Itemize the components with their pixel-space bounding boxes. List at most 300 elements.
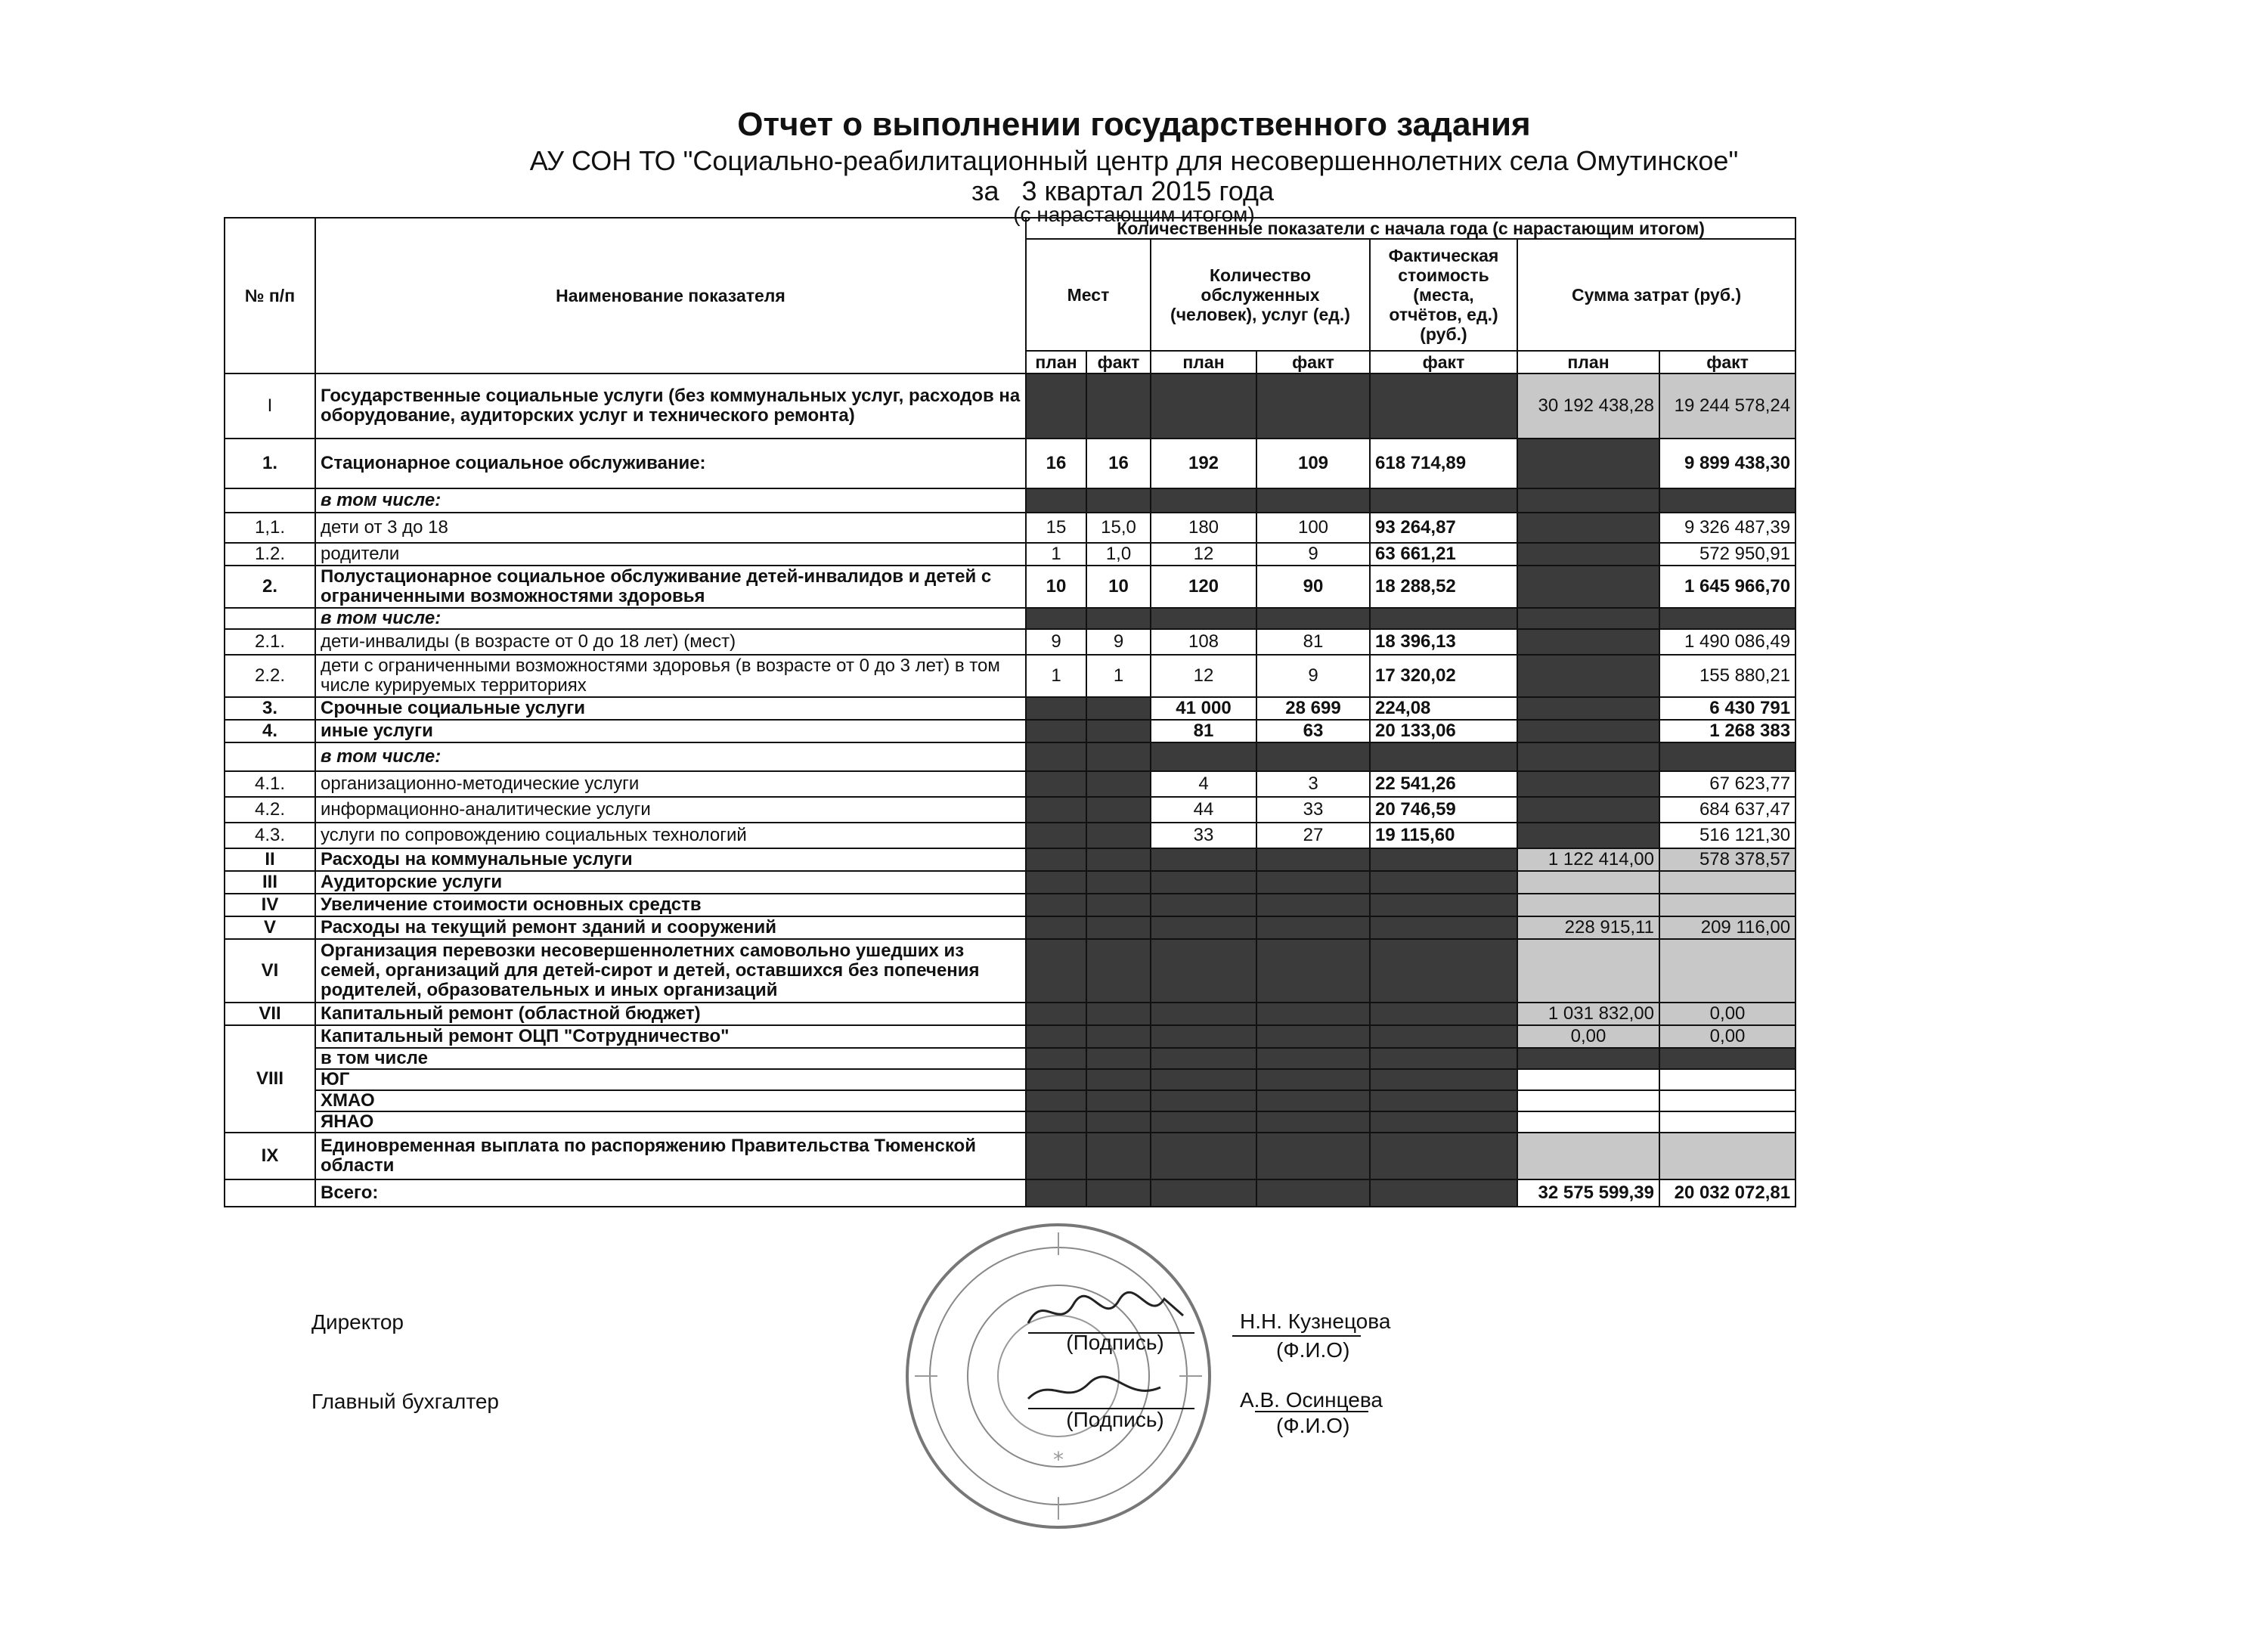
table-cell: 18 288,52	[1370, 566, 1517, 608]
table-cell: в том числе:	[315, 608, 1026, 629]
table-cell: 4	[1151, 771, 1256, 797]
table-cell	[1517, 823, 1659, 848]
col-cost-header: Фактическая стоимость (места, отчётов, ед.) (руб.)	[1370, 239, 1517, 351]
table-cell: ЯНАО	[315, 1111, 1026, 1133]
table-cell	[1086, 742, 1151, 771]
table-cell: дети с ограниченными возможностями здоровья (в возрасте от 0 до 3 лет) в том числе курируемых территориях	[315, 655, 1026, 697]
table-cell: 209 116,00	[1659, 916, 1796, 939]
table-cell	[1026, 916, 1086, 939]
table-cell: услуги по сопровождению социальных технологий	[315, 823, 1026, 848]
table-row	[225, 916, 1796, 939]
table-cell	[1086, 488, 1151, 513]
table-row	[225, 742, 1796, 771]
table-cell: 12	[1151, 655, 1256, 697]
table-cell: 63	[1256, 720, 1370, 742]
table-row	[225, 871, 1796, 894]
table-cell	[1256, 1111, 1370, 1133]
col-served-header: Количество обслуженных (человек), услуг (ед.)	[1151, 239, 1370, 351]
table-cell: Всего:	[315, 1179, 1026, 1207]
report-title: Отчет о выполнении государственного задания	[737, 106, 1531, 143]
table-cell	[1370, 742, 1517, 771]
table-cell: 618 714,89	[1370, 439, 1517, 488]
table-cell	[1659, 1069, 1796, 1090]
table-cell: Аудиторские услуги	[315, 871, 1026, 894]
table-cell	[225, 488, 315, 513]
col-group-header: Количественные показатели с начала года (с нарастающим итогом)	[1026, 218, 1796, 239]
table-cell	[1517, 655, 1659, 697]
table-cell	[1151, 1048, 1256, 1069]
served-fact-header: факт	[1256, 351, 1370, 373]
table-cell: 15,0	[1086, 513, 1151, 543]
table-cell	[1517, 1090, 1659, 1111]
table-cell	[1086, 1133, 1151, 1179]
table-cell: 93 264,87	[1370, 513, 1517, 543]
table-cell	[1517, 871, 1659, 894]
table-cell	[1659, 1048, 1796, 1069]
table-cell: 16	[1086, 439, 1151, 488]
table-cell	[1370, 608, 1517, 629]
table-cell	[1086, 823, 1151, 848]
table-cell	[225, 608, 315, 629]
table-cell	[1370, 916, 1517, 939]
table-cell	[1151, 1090, 1256, 1111]
table-cell: 109	[1256, 439, 1370, 488]
table-cell: 20 746,59	[1370, 797, 1517, 823]
table-cell: 0,00	[1517, 1025, 1659, 1048]
table-row	[225, 488, 1796, 513]
table-cell: информационно-аналитические услуги	[315, 797, 1026, 823]
accountant-sign-caption: (Подпись)	[1066, 1408, 1164, 1431]
table-cell	[1026, 848, 1086, 871]
director-name: Н.Н. Кузнецова	[1240, 1310, 1391, 1333]
table-cell	[1370, 1069, 1517, 1090]
table-cell: 33	[1256, 797, 1370, 823]
table-cell: Полустационарное социальное обслуживание детей-инвалидов и детей с ограниченными возможностями здоровья	[315, 566, 1026, 608]
table-row	[225, 1069, 1796, 1090]
table-cell: Организация перевозки несовершеннолетних самовольно ушедших из семей, организаций для детей-сирот и детей, оставшихся без попечения родителей, образовательных и иных организаций	[315, 939, 1026, 1003]
table-cell	[1151, 488, 1256, 513]
table-cell	[1517, 629, 1659, 655]
table-cell: Капитальный ремонт (областной бюджет)	[315, 1003, 1026, 1025]
table-cell	[1659, 871, 1796, 894]
table-cell	[1659, 1133, 1796, 1179]
table-cell	[1086, 720, 1151, 742]
table-cell	[1517, 513, 1659, 543]
table-cell: IV	[225, 894, 315, 916]
table-cell	[1026, 1048, 1086, 1069]
table-cell: Стационарное социальное обслуживание:	[315, 439, 1026, 488]
table-cell: 63 661,21	[1370, 543, 1517, 566]
table-cell: 0,00	[1659, 1025, 1796, 1048]
accountant-signature	[1021, 1368, 1172, 1414]
table-cell	[1026, 771, 1086, 797]
table-cell	[1026, 1069, 1086, 1090]
table-cell	[1026, 939, 1086, 1003]
table-cell: 4.1.	[225, 771, 315, 797]
table-cell	[1151, 1179, 1256, 1207]
sum-fact-header: факт	[1659, 351, 1796, 373]
table-cell: Государственные социальные услуги (без коммунальных услуг, расходов на оборудование, аудиторских услуг и технического ремонта)	[315, 373, 1026, 439]
table-cell	[1026, 1025, 1086, 1048]
period-value: 3 квартал 2015 года	[1021, 175, 1275, 206]
table-cell: дети-инвалиды (в возрасте от 0 до 18 лет) (мест)	[315, 629, 1026, 655]
table-cell	[1026, 373, 1086, 439]
table-cell: V	[225, 916, 315, 939]
table-cell: 90	[1256, 566, 1370, 608]
director-label: Директор	[311, 1310, 404, 1334]
table-cell: Срочные социальные услуги	[315, 697, 1026, 720]
table-cell	[1256, 848, 1370, 871]
table-cell	[1086, 916, 1151, 939]
table-cell	[1151, 1003, 1256, 1025]
table-cell	[1151, 373, 1256, 439]
table-cell	[1256, 894, 1370, 916]
table-cell	[1151, 848, 1256, 871]
table-cell: VII	[225, 1003, 315, 1025]
table-cell	[1026, 1090, 1086, 1111]
table-cell	[1517, 720, 1659, 742]
table-cell	[1151, 1133, 1256, 1179]
table-cell	[1370, 1133, 1517, 1179]
table-cell: 17 320,02	[1370, 655, 1517, 697]
table-cell	[1517, 1111, 1659, 1133]
table-cell	[1026, 1133, 1086, 1179]
table-cell	[1026, 1179, 1086, 1207]
table-cell	[1370, 1111, 1517, 1133]
table-cell: 9	[1256, 543, 1370, 566]
table-row	[225, 1133, 1796, 1179]
table-cell: 22 541,26	[1370, 771, 1517, 797]
table-cell: 81	[1151, 720, 1256, 742]
table-cell	[1151, 916, 1256, 939]
table-cell	[1517, 771, 1659, 797]
table-cell	[1151, 1111, 1256, 1133]
table-cell	[1256, 1133, 1370, 1179]
director-sign-caption: (Подпись)	[1066, 1331, 1164, 1354]
table-cell	[1151, 871, 1256, 894]
table-row	[225, 894, 1796, 916]
table-cell: 192	[1151, 439, 1256, 488]
table-cell: 155 880,21	[1659, 655, 1796, 697]
table-cell	[1256, 488, 1370, 513]
table-cell: III	[225, 871, 315, 894]
table-cell: 9	[1086, 629, 1151, 655]
table-cell	[1151, 742, 1256, 771]
table-cell	[1370, 848, 1517, 871]
table-cell: 108	[1151, 629, 1256, 655]
cumulative-note: (с нарастающим итогом)	[1013, 203, 1255, 226]
table-cell	[1026, 1003, 1086, 1025]
table-cell	[1086, 797, 1151, 823]
table-row	[225, 823, 1796, 848]
table-cell	[1256, 373, 1370, 439]
table-cell	[225, 742, 315, 771]
table-cell	[1086, 894, 1151, 916]
table-cell	[1256, 608, 1370, 629]
table-cell	[1086, 1025, 1151, 1048]
col-no-header: № п/п	[225, 218, 315, 373]
table-cell: Расходы на текущий ремонт зданий и сооружений	[315, 916, 1026, 939]
table-cell	[1086, 771, 1151, 797]
table-cell: 684 637,47	[1659, 797, 1796, 823]
table-cell: 2.2.	[225, 655, 315, 697]
col-name-header: Наименование показателя	[315, 218, 1026, 373]
table-cell	[1086, 871, 1151, 894]
table-cell	[1256, 1048, 1370, 1069]
table-cell: ХМАО	[315, 1090, 1026, 1111]
table-cell: 2.	[225, 566, 315, 608]
table-cell	[1517, 894, 1659, 916]
table-cell: 33	[1151, 823, 1256, 848]
table-cell: 1 268 383	[1659, 720, 1796, 742]
table-row	[225, 1090, 1796, 1111]
table-cell: иные услуги	[315, 720, 1026, 742]
table-cell: 67 623,77	[1659, 771, 1796, 797]
table-cell: 1,1.	[225, 513, 315, 543]
table-row	[225, 655, 1796, 697]
table-cell	[1151, 1025, 1256, 1048]
table-cell: 18 396,13	[1370, 629, 1517, 655]
table-cell	[225, 1179, 315, 1207]
table-cell	[1517, 439, 1659, 488]
table-cell: 30 192 438,28	[1517, 373, 1659, 439]
table-cell	[1370, 1179, 1517, 1207]
table-cell: 20 133,06	[1370, 720, 1517, 742]
table-cell	[1370, 1003, 1517, 1025]
table-cell: 1 031 832,00	[1517, 1003, 1659, 1025]
table-cell: 6 430 791	[1659, 697, 1796, 720]
table-row	[225, 797, 1796, 823]
table-cell: 12	[1151, 543, 1256, 566]
table-cell	[1151, 894, 1256, 916]
organization-name: АУ СОН ТО "Социально-реабилитационный центр для несовершеннолетних села Омутинское"	[529, 145, 1739, 176]
table-cell: VIII	[225, 1025, 315, 1133]
table-cell	[1370, 939, 1517, 1003]
table-cell: 1.	[225, 439, 315, 488]
table-cell: IX	[225, 1133, 315, 1179]
table-cell: 10	[1086, 566, 1151, 608]
table-cell	[1026, 1111, 1086, 1133]
table-row	[225, 373, 1796, 439]
report-table	[224, 217, 1796, 1207]
table-cell	[1026, 697, 1086, 720]
table-cell	[1517, 488, 1659, 513]
table-cell: организационно-методические услуги	[315, 771, 1026, 797]
table-cell: 32 575 599,39	[1517, 1179, 1659, 1207]
table-row	[225, 697, 1796, 720]
sum-plan-header: план	[1517, 351, 1659, 373]
table-cell	[1517, 742, 1659, 771]
accountant-fio: (Ф.И.О)	[1276, 1414, 1350, 1437]
table-cell	[1517, 1069, 1659, 1090]
table-cell: 224,08	[1370, 697, 1517, 720]
table-cell	[1086, 1090, 1151, 1111]
table-cell: 28 699	[1256, 697, 1370, 720]
table-cell	[1086, 373, 1151, 439]
table-cell	[1517, 566, 1659, 608]
places-fact-header: факт	[1086, 351, 1151, 373]
table-cell: 19 115,60	[1370, 823, 1517, 848]
table-cell: 20 032 072,81	[1659, 1179, 1796, 1207]
table-cell: 100	[1256, 513, 1370, 543]
table-cell	[1256, 871, 1370, 894]
table-cell: 16	[1026, 439, 1086, 488]
table-cell: 0,00	[1659, 1003, 1796, 1025]
table-cell: в том числе	[315, 1048, 1026, 1069]
table-cell: Расходы на коммунальные услуги	[315, 848, 1026, 871]
table-row	[225, 1025, 1796, 1048]
table-cell	[1370, 894, 1517, 916]
table-cell	[1151, 939, 1256, 1003]
table-cell: 19 244 578,24	[1659, 373, 1796, 439]
table-row	[225, 1048, 1796, 1069]
table-cell	[1256, 916, 1370, 939]
table-cell	[1256, 1069, 1370, 1090]
served-plan-header: план	[1151, 351, 1256, 373]
table-cell	[1026, 488, 1086, 513]
table-row	[225, 543, 1796, 566]
table-cell: 4.	[225, 720, 315, 742]
table-cell: 1	[1026, 543, 1086, 566]
table-cell	[1151, 608, 1256, 629]
table-row	[225, 629, 1796, 655]
table-cell	[1026, 608, 1086, 629]
table-cell: 1	[1026, 655, 1086, 697]
table-cell: 1,0	[1086, 543, 1151, 566]
table-cell	[1517, 697, 1659, 720]
table-cell: II	[225, 848, 315, 871]
table-cell	[1086, 1003, 1151, 1025]
table-cell	[1086, 848, 1151, 871]
table-cell	[1026, 823, 1086, 848]
table-cell	[1370, 1048, 1517, 1069]
table-cell	[1370, 1090, 1517, 1111]
table-cell	[1517, 797, 1659, 823]
table-cell	[1256, 1003, 1370, 1025]
table-cell: в том числе:	[315, 488, 1026, 513]
table-cell	[1026, 797, 1086, 823]
table-cell	[1086, 608, 1151, 629]
table-cell	[1256, 742, 1370, 771]
table-cell: 120	[1151, 566, 1256, 608]
table-row	[225, 566, 1796, 608]
table-cell: 1	[1086, 655, 1151, 697]
table-cell: ЮГ	[315, 1069, 1026, 1090]
table-cell: 3.	[225, 697, 315, 720]
table-cell: Единовременная выплата по распоряжению Правительства Тюменской области	[315, 1133, 1026, 1179]
table-cell	[1517, 543, 1659, 566]
table-cell: 27	[1256, 823, 1370, 848]
table-cell	[1086, 1111, 1151, 1133]
table-row	[225, 1111, 1796, 1133]
accountant-name: А.В. Осинцева	[1240, 1388, 1383, 1412]
table-row	[225, 939, 1796, 1003]
table-cell	[1026, 720, 1086, 742]
table-cell: 9	[1026, 629, 1086, 655]
table-cell: I	[225, 373, 315, 439]
table-cell	[1659, 1111, 1796, 1133]
accountant-label: Главный бухгалтер	[311, 1390, 499, 1413]
table-cell: родители	[315, 543, 1026, 566]
table-cell	[1256, 1025, 1370, 1048]
table-cell	[1026, 894, 1086, 916]
table-cell	[1256, 1179, 1370, 1207]
table-cell	[1659, 608, 1796, 629]
table-cell: 578 378,57	[1659, 848, 1796, 871]
table-cell: 572 950,91	[1659, 543, 1796, 566]
table-cell: дети от 3 до 18	[315, 513, 1026, 543]
table-cell: 228 915,11	[1517, 916, 1659, 939]
col-sum-header: Сумма затрат (руб.)	[1517, 239, 1796, 351]
table-cell	[1370, 871, 1517, 894]
table-cell	[1517, 1133, 1659, 1179]
table-cell	[1086, 1179, 1151, 1207]
table-cell	[1086, 1048, 1151, 1069]
table-cell	[1151, 1069, 1256, 1090]
table-cell	[1256, 939, 1370, 1003]
table-cell: в том числе:	[315, 742, 1026, 771]
table-cell: 1 645 966,70	[1659, 566, 1796, 608]
table-cell	[1026, 742, 1086, 771]
table-cell: 9 899 438,30	[1659, 439, 1796, 488]
table-cell: 4.3.	[225, 823, 315, 848]
table-cell	[1659, 742, 1796, 771]
table-cell	[1517, 939, 1659, 1003]
table-cell: 4.2.	[225, 797, 315, 823]
table-row	[225, 771, 1796, 797]
table-cell	[1659, 894, 1796, 916]
table-cell	[1370, 488, 1517, 513]
table-cell: 180	[1151, 513, 1256, 543]
table-cell: 516 121,30	[1659, 823, 1796, 848]
director-fio: (Ф.И.О)	[1276, 1338, 1350, 1362]
table-cell: Увеличение стоимости основных средств	[315, 894, 1026, 916]
table-cell	[1517, 1048, 1659, 1069]
table-cell	[1086, 1069, 1151, 1090]
table-cell: 1 122 414,00	[1517, 848, 1659, 871]
table-row	[225, 513, 1796, 543]
table-cell: 3	[1256, 771, 1370, 797]
period-prefix: за	[971, 175, 999, 206]
table-cell: 41 000	[1151, 697, 1256, 720]
table-row	[225, 608, 1796, 629]
table-cell: 1 490 086,49	[1659, 629, 1796, 655]
total-row	[225, 1179, 1796, 1207]
table-cell	[1659, 1090, 1796, 1111]
table-cell: 10	[1026, 566, 1086, 608]
table-cell: 15	[1026, 513, 1086, 543]
table-cell: 9 326 487,39	[1659, 513, 1796, 543]
table-cell	[1517, 608, 1659, 629]
table-row	[225, 439, 1796, 488]
table-cell	[1086, 697, 1151, 720]
table-cell	[1370, 1025, 1517, 1048]
table-row	[225, 1003, 1796, 1025]
table-cell	[1026, 871, 1086, 894]
table-cell	[1659, 939, 1796, 1003]
table-cell: 9	[1256, 655, 1370, 697]
table-cell: 44	[1151, 797, 1256, 823]
table-row	[225, 720, 1796, 742]
table-cell: 1.2.	[225, 543, 315, 566]
table-cell	[1256, 1090, 1370, 1111]
svg-text:*: *	[1053, 1447, 1064, 1472]
col-places-header: Мест	[1026, 239, 1151, 351]
table-cell	[1659, 488, 1796, 513]
table-cell: 2.1.	[225, 629, 315, 655]
places-plan-header: план	[1026, 351, 1086, 373]
table-cell: VI	[225, 939, 315, 1003]
